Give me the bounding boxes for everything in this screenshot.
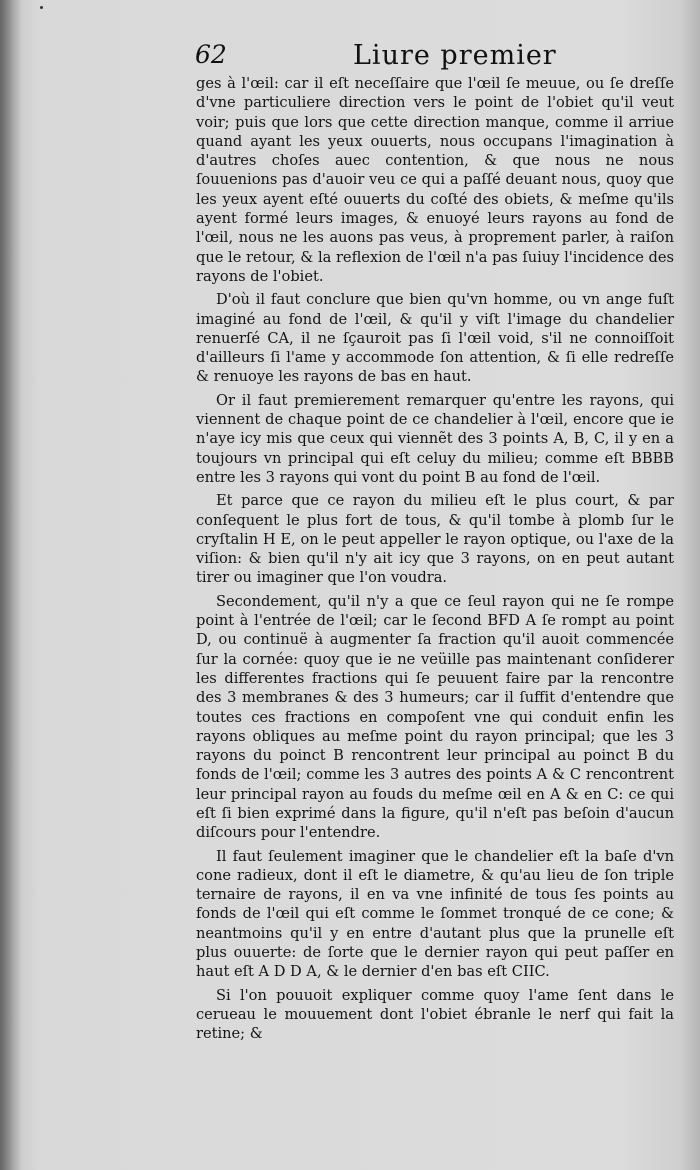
running-title: Liure premier (353, 40, 557, 71)
paragraph-3: Or il faut premierement remarquer qu'entre les rayons, qui viennent de chaque point de ce chandelier à l'œil, encore que ie n'aye icy mis que ceux qui viennẽt des 3 points A, B, C, il y en a toujours vn principal qui eſt celuy du milieu; comme eſt BBBB entre les 3 rayons qui vont du point B au fond de l'œil. (196, 391, 674, 486)
paragraph-4: Et parce que ce rayon du milieu eſt le plus court, & par conſequent le plus fort de tous, & qu'il tombe à plomb ſur le cryſtalin H E, on le peut appeller le rayon optique, ou l'axe de la viſion: & bien qu'il n'y ait icy que 3 rayons, on en peut autant tirer ou imaginer que l'on voudra. (196, 492, 674, 587)
paragraph-6: Il faut ſeulement imaginer que le chandelier eſt la baſe d'vn cone radieux, dont il eſt le diametre, & qu'au lieu de ſon triple ternaire de rayons, il en va vne infinité de tous ſes points au fonds de l'œil qui eſt comme le ſommet tronqué de ce cone; & neantmoins qu'il y en entre d'autant plus que la prunelle eſt plus ouuerte: de ſorte que le dernier rayon qui peut paſſer en haut eſt A D D A, & le dernier d'en bas eſt CIIC. (196, 847, 674, 981)
ink-speck (40, 6, 43, 9)
page-number: 62 (195, 40, 227, 69)
paragraph-5: Secondement, qu'il n'y a que ce ſeul rayon qui ne ſe rompe point à l'entrée de l'œil; car le ſecond BFD A ſe rompt au point D, ou continuë à augmenter ſa fraction qu'il auoit commencée ſur la cornée: quoy que ie ne veüille pas maintenant conſiderer les differentes fractions qui ſe peuuent faire par la rencontre des 3 membranes & des 3 humeurs; car il ſuffit d'entendre que toutes ces fractions en compoſent vne qui conduit enfin les rayons obliques au meſme point du rayon principal; que les 3 rayons du poinct B rencontrent leur principal au poinct B du fonds de l'œil; comme les 3 autres des points A & C rencontrent leur principal rayon au fouds du meſme œil en A & en C: ce qui eſt ſi bien exprimé dans la figure, qu'il n'eſt pas beſoin d'aucun diſcours pour l'entendre. (196, 592, 674, 842)
paragraph-2: D'où il faut conclure que bien qu'vn homme, ou vn ange fuſt imaginé au fond de l'œil, & qu'il y viſt l'image du chandelier renuerſé CA, il ne ſçauroit pas ſi l'œil void, s'il ne connoiſſoit d'ailleurs ſi l'ame y accommode ſon attention, & ſi elle redreſſe & renuoye les rayons de bas en haut. (196, 291, 674, 386)
paragraph-7: Si l'on pouuoit expliquer comme quoy l'ame ſent dans le cerueau le mouuement dont l'obiet ébranle le nerf qui fait la retine; & (196, 986, 674, 1043)
body-text (196, 74, 674, 1048)
page-header (195, 36, 675, 76)
gutter-shadow (0, 0, 22, 1170)
paragraph-1: ges à l'œil: car il eſt neceſſaire que l'œil ſe meuue, ou ſe dreſſe d'vne particuliere direction vers le point de l'obiet qu'il veut voir; puis que lors que cette direction manque, comme il arriue quand ayant les yeux ouuerts, nous occupans l'imagination à d'autres choſes auec contention, & que nous ne nous ſouuenions pas d'auoir veu ce qui a paſſé deuant nous, quoy que les yeux ayent eſté ouuerts du coſté des obiets, & meſme qu'ils ayent formé leurs images, & enuoyé leurs rayons au fond de l'œil, nous ne les auons pas veus, à proprement parler, à raiſon que le retour, & la reflexion de l'œil n'a pas ſuiuy l'incidence des rayons de l'obiet. (196, 75, 674, 285)
